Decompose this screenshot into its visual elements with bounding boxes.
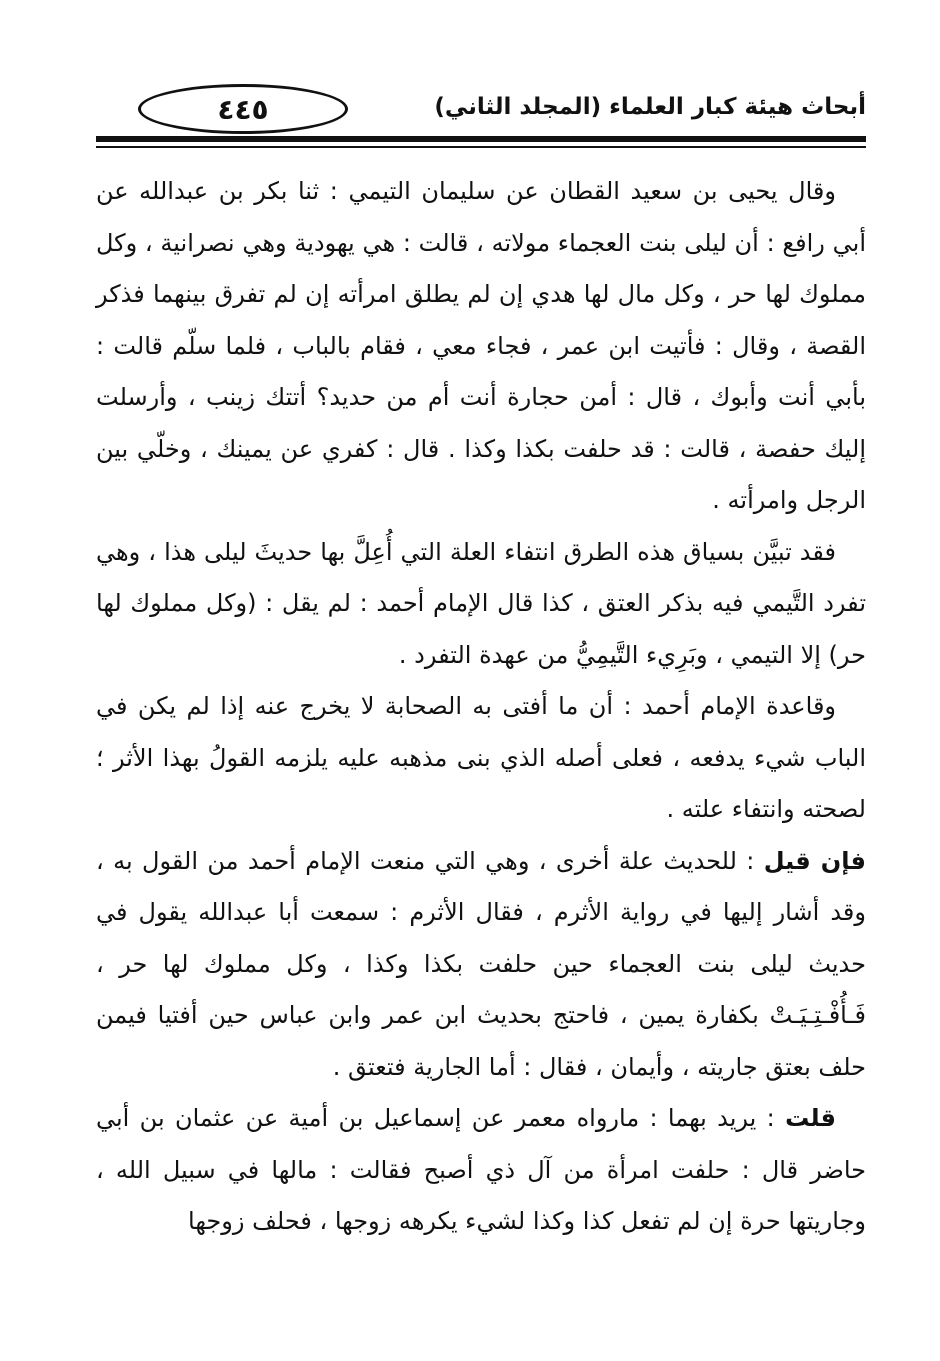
- page-header: [96, 82, 866, 142]
- page-number: ٤٤٥: [217, 92, 269, 126]
- paragraph-1: [96, 166, 866, 527]
- body-text: [96, 166, 866, 1248]
- paragraph-4: [96, 836, 866, 1094]
- paragraph-4-text: : للحديث علة أخرى ، وهي التي منعت الإمام أحمد من القول به ، وقد أشار إليها في رواية الأثرم ، فقال الأثرم : سمعت أبا عبدالله يقول في حديث ليلى بنت العجماء حين حلفت بكذا وكذا ، وكل مملوك لها حر ، فَـأُفْـتِـيَـتْ بكفارة يمين ، فاحتج بحديث ابن عمر وابن عباس حين أفتيا فيمن حلف بعتق جاريته ، وأيمان ، فقال : أما الجارية فتعتق .: [96, 846, 866, 1081]
- paragraph-4-lead: فإن قيل: [763, 846, 866, 875]
- header-rule-thick: [96, 136, 866, 142]
- paragraph-3-text: وقاعدة الإمام أحمد : أن ما أفتى به الصحابة لا يخرج عنه إذا لم يكن في الباب شيء يدفعه ، فعلى أصله الذي بنى مذهبه عليه يلزمه القولُ بهذا الأثر ؛ لصحته وانتفاء علته .: [96, 692, 866, 823]
- paragraph-3: [96, 681, 866, 836]
- paragraph-2-text: فقد تبيَّن بسياق هذه الطرق انتفاء العلة التي أُعِلَّ بها حديثَ ليلى هذا ، وهي تفرد التَّيمي فيه بذكر العتق ، كذا قال الإمام أحمد : لم يقل : (وكل مملوك لها حر) إلا التيمي ، وبَرِيء التَّيمِيُّ من عهدة التفرد .: [96, 537, 866, 669]
- running-title: أبحاث هيئة كبار العلماء (المجلد الثاني): [434, 94, 866, 120]
- paragraph-1-text: وقال يحيى بن سعيد القطان عن سليمان التيمي : ثنا بكر بن عبدالله عن أبي رافع : أن ليلى بنت العجماء مولاته ، قالت : هي يهودية وهي نصرانية ، وكل مملوك لها حر ، وكل مال لها هدي إن لم يطلق امرأته إن لم تفرق بينهما فذكر القصة ، وقال : فأتيت ابن عمر ، فجاء معي ، فقام بالباب ، فلما سلّم قالت : بأبي أنت وأبوك ، قال : أمن حجارة أنت أم من حديد؟ أتتك زينب ، وأرسلت إليك حفصة ، قالت : قد حلفت بكذا وكذا . قال : كفري عن يمينك ، وخلّي بين الرجل وامرأته .: [96, 177, 866, 514]
- paragraph-5-text: : يريد بهما : مارواه معمر عن إسماعيل بن أمية عن عثمان بن أبي حاضر قال : حلفت امرأة من آل ذي أصبح فقالت : مالها في سبيل الله ، وجاريتها حرة إن لم تفعل كذا وكذا لشيء يكرهه زوجها ، فحلف زوجها: [96, 1104, 866, 1235]
- page-number-oval: [138, 84, 348, 134]
- paragraph-5-lead: قلت: [785, 1104, 836, 1132]
- header-rule-thin: [96, 146, 866, 148]
- paragraph-5: [96, 1093, 866, 1248]
- paragraph-2: [96, 527, 866, 682]
